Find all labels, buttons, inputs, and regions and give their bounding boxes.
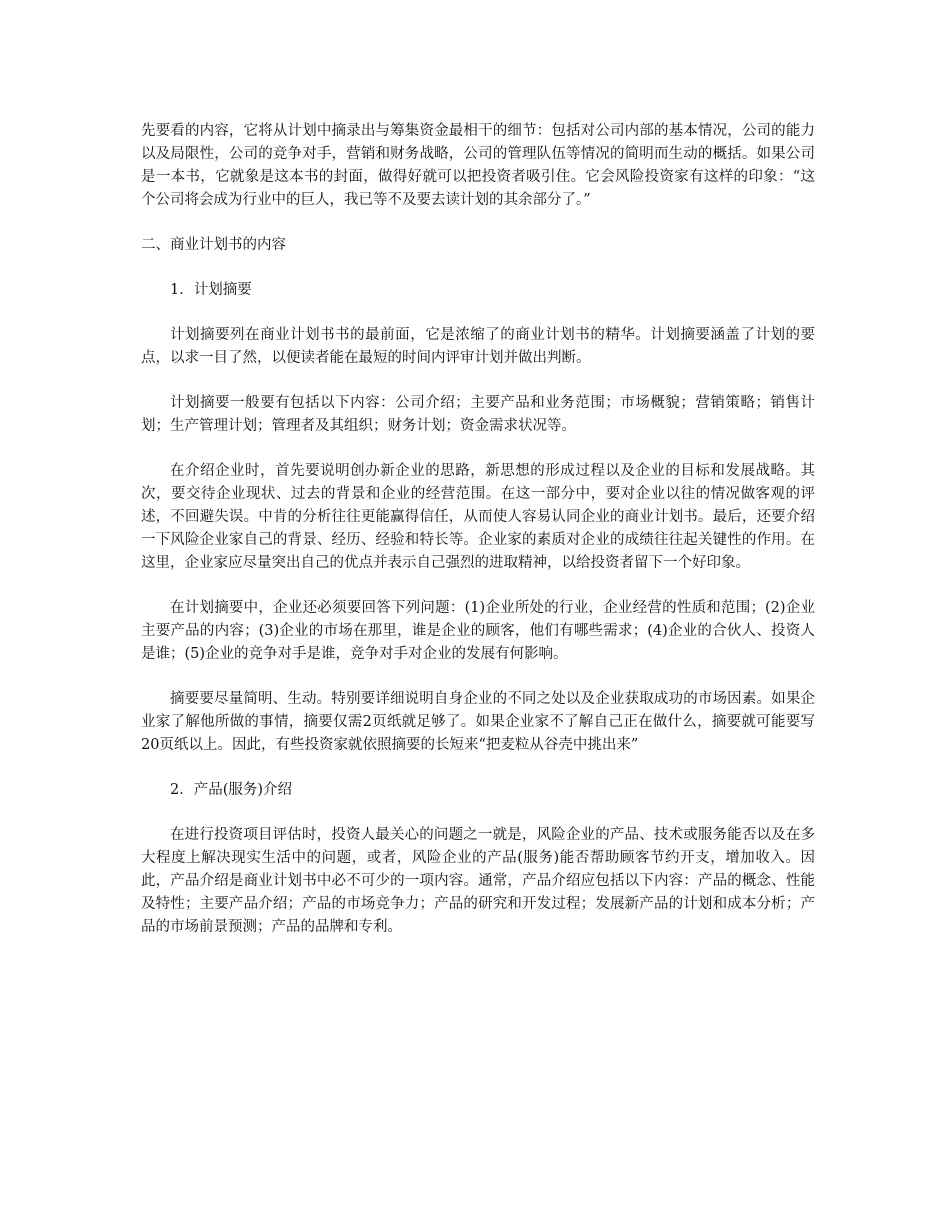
paragraph-company-introduction: 在介绍企业时，首先要说明创办新企业的思路，新思想的形成过程以及企业的目标和发展战略。其次，要交待企业现状、过去的背景和企业的经营范围。在这一部分中，要对企业以往的情况做客观的评述，不回避失误。中肯的分析往往更能赢得信任，从而使人容易认同企业的商业计划书。最后，还要介绍一下风险企业家自己的背景、经历、经验和特长等。企业家的素质对企业的成绩往往起关键性的作用。在这里，企业家应尽量突出自己的优点并表示自己强烈的进取精神，以给投资者留下一个好印象。 [141, 463, 815, 571]
paragraph-summary-questions: 在计划摘要中，企业还必须要回答下列问题：(1)企业所处的行业，企业经营的性质和范围；(2)企业主要产品的内容；(3)企业的市场在那里，谁是企业的顾客，他们有哪些需求；(4)企业的合伙人、投资人是谁；(5)企业的竞争对手是谁，竞争对手对企业的发展有何影响。 [141, 600, 815, 662]
paragraph-product-introduction: 在进行投资项目评估时，投资人最关心的问题之一就是，风险企业的产品、技术或服务能否以及在多大程度上解决现实生活中的问题，或者，风险企业的产品(服务)能否帮助顾客节约开支，增加收入。因此，产品介绍是商业计划书中必不可少的一项内容。通常，产品介绍应包括以下内容：产品的概念、性能及特性；主要产品介绍；产品的市场竞争力；产品的研究和开发过程；发展新产品的计划和成本分析；产品的市场前景预测；产品的品牌和专利。 [141, 827, 815, 935]
intro-paragraph: 先要看的内容，它将从计划中摘录出与筹集资金最相干的细节：包括对公司内部的基本情况，公司的能力以及局限性，公司的竞争对手，营销和财务战略，公司的管理队伍等情况的简明而生动的概括。如果公司是一本书，它就象是这本书的封面，做得好就可以把投资者吸引住。它会风险投资家有这样的印象：“这个公司将会成为行业中的巨人，我已等不及要去读计划的其余部分了。” [141, 123, 815, 208]
subsection-heading-plan-summary: 1．计划摘要 [170, 282, 252, 298]
paragraph-summary-definition: 计划摘要列在商业计划书书的最前面，它是浓缩了的商业计划书的精华。计划摘要涵盖了计划的要点，以求一目了然，以便读者能在最短的时间内评审计划并做出判断。 [141, 327, 815, 366]
subsection-heading-product-introduction: 2．产品(服务)介绍 [170, 782, 293, 798]
paragraph-summary-contents: 计划摘要一般要有包括以下内容：公司介绍；主要产品和业务范围；市场概貌；营销策略；销售计划；生产管理计划；管理者及其组织；财务计划；资金需求状况等。 [141, 395, 815, 434]
paragraph-summary-length: 摘要要尽量简明、生动。特别要详细说明自身企业的不同之处以及企业获取成功的市场因素。如果企业家了解他所做的事情，摘要仅需2页纸就足够了。如果企业家不了解自己正在做什么，摘要就可能要写20页纸以上。因此，有些投资家就依照摘要的长短来“把麦粒从谷壳中挑出来” [141, 691, 815, 753]
section-heading-business-plan-content: 二、商业计划书的内容 [141, 237, 286, 253]
